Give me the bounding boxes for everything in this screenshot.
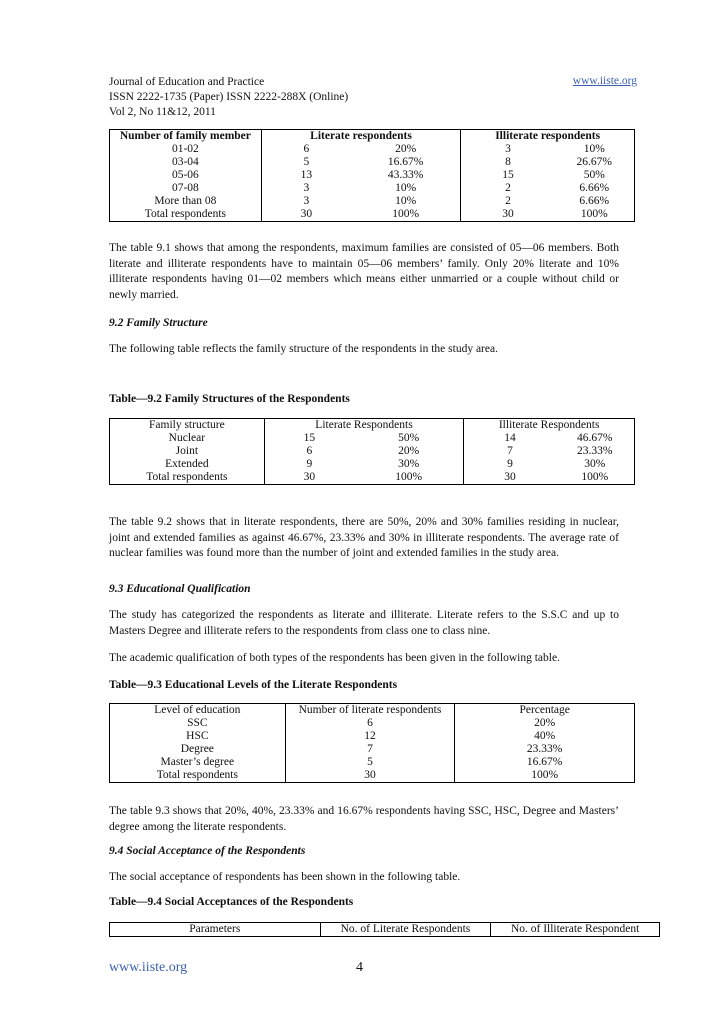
footer-url-link[interactable]: www.iiste.org <box>109 960 188 975</box>
table-social-acceptance <box>109 922 660 937</box>
header-cell: No. of Illiterate Respondent <box>491 923 660 937</box>
table-cell: 3 <box>303 182 310 194</box>
table-cell: 3 <box>461 143 555 156</box>
volume-line: Vol 2, No 11&12, 2011 <box>109 106 216 118</box>
section-heading-9-3: 9.3 Educational Qualification <box>109 583 251 595</box>
table-caption-9-3: Table—9.3 Educational Levels of the Literate Respondents <box>109 679 398 691</box>
table-row <box>110 769 635 783</box>
table-cell: 16.67% <box>387 156 424 168</box>
table-cell: 23.33% <box>455 743 635 756</box>
table-cell: Extended <box>110 458 265 471</box>
table-cell: 03-04 <box>110 156 262 169</box>
table-cell: 7 <box>367 743 373 755</box>
paragraph-9-3-qualification: The academic qualification of both types of the respondents has been given in the following table. <box>109 652 560 664</box>
table-caption-9-4: Table—9.4 Social Acceptances of the Respondents <box>109 896 354 908</box>
table-cell: 6 <box>367 717 373 729</box>
table-cell: Total respondents <box>110 471 265 485</box>
journal-url-link[interactable]: www.iiste.org <box>572 75 637 87</box>
table-cell: 20% <box>455 717 635 730</box>
section-heading-9-2: 9.2 Family Structure <box>109 317 208 329</box>
table-cell: 30 <box>464 471 556 485</box>
header-cell: Family structure <box>110 419 265 433</box>
table-cell: 50% <box>398 432 420 444</box>
table-cell: Master’s degree <box>110 756 286 769</box>
table-cell: 7 <box>464 445 556 458</box>
journal-title: Journal of Education and Practice <box>109 76 265 88</box>
table-row <box>110 445 635 458</box>
table-cell: 6 <box>306 445 313 457</box>
table-row <box>110 182 635 195</box>
table-cell: 100% <box>354 471 464 485</box>
table-cell: 30 <box>264 471 354 485</box>
table-family-structures <box>109 418 635 485</box>
table-caption-9-2: Table—9.2 Family Structures of the Respondents <box>109 393 350 405</box>
header-cell: Parameters <box>110 923 321 937</box>
table-family-members <box>109 129 635 222</box>
header-cell: Literate Respondents <box>264 419 464 433</box>
table-cell: 30% <box>556 458 635 471</box>
table-row <box>110 195 635 208</box>
header-cell: Percentage <box>455 704 635 718</box>
table-cell: 23.33% <box>556 445 635 458</box>
table-cell: 30 <box>461 208 555 222</box>
table-cell: More than 08 <box>110 195 262 208</box>
table-header-row <box>110 130 635 144</box>
table-cell: 01-02 <box>110 143 262 156</box>
table-cell: SSC <box>110 717 286 730</box>
table-row <box>110 208 635 222</box>
section-heading-9-4: 9.4 Social Acceptance of the Respondents <box>109 845 306 857</box>
header-cell: Number of family member <box>110 130 262 144</box>
table-cell: 6 <box>303 143 310 155</box>
table-cell: 43.33% <box>387 169 424 181</box>
table-cell: 100% <box>555 208 635 222</box>
table-educational-levels <box>109 703 635 783</box>
table-row <box>110 156 635 169</box>
table-cell: 30 <box>285 769 455 783</box>
table-row <box>110 743 635 756</box>
header-cell: No. of Literate Respondents <box>320 923 491 937</box>
table-cell: 16.67% <box>455 756 635 769</box>
header-cell: Level of education <box>110 704 286 718</box>
table-cell: 20% <box>398 445 420 457</box>
table-cell: Joint <box>110 445 265 458</box>
paragraph-table-9-3: The table 9.3 shows that 20%, 40%, 23.33% and 16.67% respondents having SSC, HSC, Degree and Masters’ degree among the literate respondents. <box>109 805 619 833</box>
paragraph-9-2-intro: The following table reflects the family structure of the respondents in the study area. <box>109 343 498 355</box>
table-cell: 10% <box>395 195 417 207</box>
header-cell: Illiterate respondents <box>461 130 635 144</box>
table-cell: 30% <box>398 458 420 470</box>
table-cell: Total respondents <box>110 769 286 783</box>
table-cell: 6.66% <box>555 182 635 195</box>
table-cell: 46.67% <box>556 432 635 445</box>
table-row <box>110 717 635 730</box>
table-header-row <box>110 704 635 718</box>
header-cell: Literate respondents <box>261 130 461 144</box>
paragraph-9-3-categories: The study has categorized the respondents as literate and illiterate. Literate refers to the S.S.C and up to Masters Degree and illiterate refers to the respondents from class one to class nine. <box>109 609 619 637</box>
table-cell: 3 <box>303 195 310 207</box>
table-cell: 2 <box>461 195 555 208</box>
table-cell: 100% <box>351 208 461 222</box>
table-cell: 10% <box>555 143 635 156</box>
table-cell: Degree <box>110 743 286 756</box>
table-cell: Total respondents <box>110 208 262 222</box>
table-cell: 8 <box>461 156 555 169</box>
table-cell: 10% <box>395 182 417 194</box>
paragraph-9-4-intro: The social acceptance of respondents has been shown in the following table. <box>109 871 461 883</box>
table-cell: 50% <box>555 169 635 182</box>
header-cell: Illiterate Respondents <box>464 419 635 433</box>
header-cell: Number of literate respondents <box>285 704 455 718</box>
table-cell: 40% <box>455 730 635 743</box>
table-cell: 05-06 <box>110 169 262 182</box>
paragraph-table-9-2: The table 9.2 shows that in literate respondents, there are 50%, 20% and 30% families residing in nuclear, joint and extended families as against 46.67%, 23.33% and 30% in illiterate respondents. The average rate of nuclear families was found more than the number of joint and extended families in the study area. <box>109 516 619 559</box>
table-cell: 2 <box>461 182 555 195</box>
table-cell: 5 <box>367 756 373 768</box>
table-cell: 15 <box>303 432 316 444</box>
table-header-row <box>110 419 635 433</box>
table-cell: 5 <box>303 156 310 168</box>
table-row <box>110 169 635 182</box>
table-cell: 07-08 <box>110 182 262 195</box>
table-row <box>110 730 635 743</box>
paragraph-table-9-1: The table 9.1 shows that among the respondents, maximum families are consisted of 05—06 members. Both literate and illiterate respondents have to maintain 05—06 members’ family. Only 20% literate and 10% illiterate respondents having 01—02 members which means either unmarried or a couple without child or newly married. <box>109 242 619 301</box>
table-cell: 6.66% <box>555 195 635 208</box>
table-row <box>110 471 635 485</box>
table-row <box>110 458 635 471</box>
table-row <box>110 756 635 769</box>
table-cell: 15 <box>461 169 555 182</box>
issn-line: ISSN 2222-1735 (Paper) ISSN 2222-288X (Online) <box>109 91 349 103</box>
table-cell: HSC <box>110 730 286 743</box>
table-cell: 13 <box>300 169 313 181</box>
table-cell: 30 <box>261 208 351 222</box>
table-cell: 100% <box>455 769 635 783</box>
table-cell: 9 <box>464 458 556 471</box>
table-cell: 20% <box>395 143 417 155</box>
table-header-row <box>110 923 660 937</box>
table-row <box>110 432 635 445</box>
table-cell: Nuclear <box>110 432 265 445</box>
table-row <box>110 143 635 156</box>
table-cell: 12 <box>364 730 376 742</box>
table-cell: 9 <box>306 458 313 470</box>
page-number: 4 <box>356 960 363 975</box>
table-cell: 100% <box>556 471 635 485</box>
table-cell: 26.67% <box>555 156 635 169</box>
table-cell: 14 <box>464 432 556 445</box>
